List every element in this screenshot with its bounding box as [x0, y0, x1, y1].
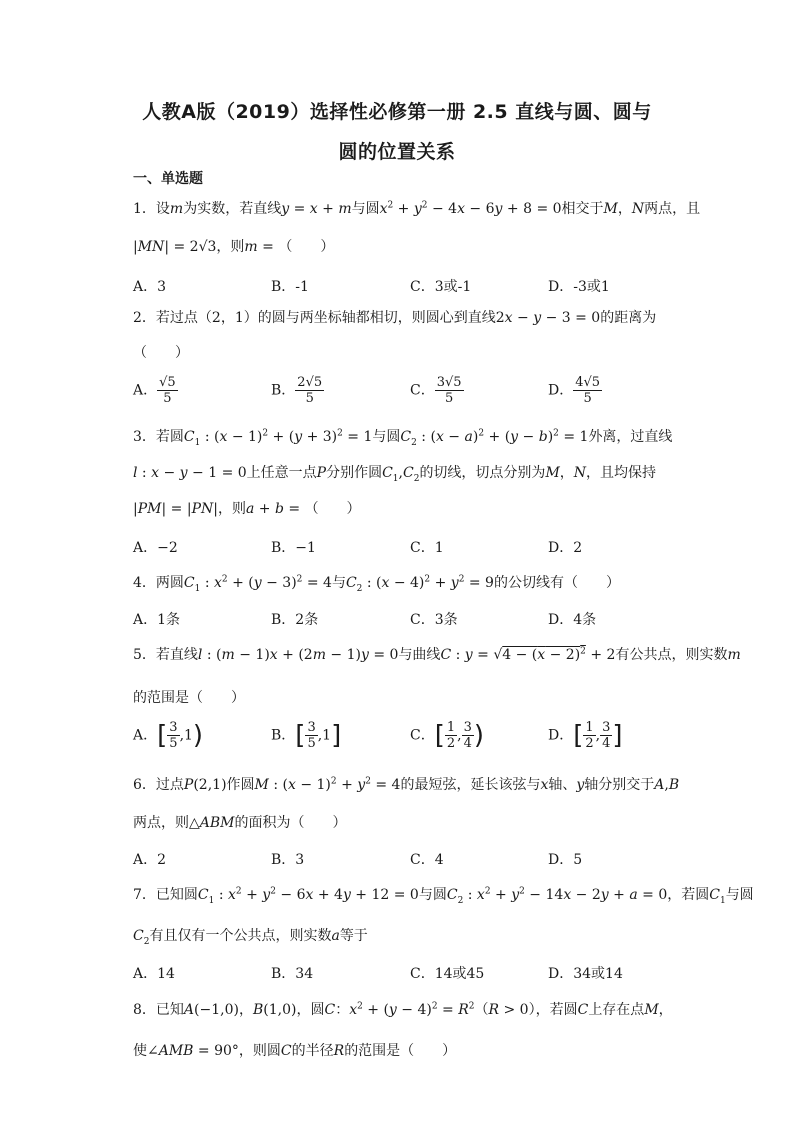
q5-option-a: A．[ $\frac{3}{5}$ ,1): [133, 720, 204, 751]
q3-option-a: A．−2: [133, 540, 178, 556]
q7-option-d: D．34或14: [548, 966, 623, 982]
q4-option-d: D．4条: [548, 612, 597, 628]
q2-line-2: （ ）: [133, 345, 189, 361]
q6-line-2: 两点，则△ABM的面积为（ ）: [133, 815, 347, 831]
q1-option-d: D．-3或1: [548, 279, 610, 295]
q1-line-2: |MN| = 2√3，则m = （ ）: [133, 239, 335, 255]
q5-option-b: B．[ $\frac{3}{5}$ ,1]: [271, 720, 342, 751]
q8-line-1: 8．已知A(−1,0)，B(1,0)，圆C：$x^2 + (y - 4)^2 = R^2(R > 0)$，若圆C上存在点M，: [133, 1001, 673, 1018]
q7-option-c: C．14或45: [410, 966, 485, 982]
q3-line-3: |PM| = |PN|，则a + b = （ ）: [133, 501, 361, 517]
q5-option-c: C．[ $\frac{1}{2}$ , $\frac{3}{4}$ ): [410, 720, 485, 751]
q8-line-2: 使∠AMB = 90°，则圆C的半径R的范围是（ ）: [133, 1043, 457, 1059]
q6-option-a: A．2: [133, 852, 167, 868]
q5-line-2: 的范围是（ ）: [133, 690, 245, 706]
q7-line-1: 7．已知圆$C_1$ : $x^2 + y^2 - 6x + 4y + 12 = 0$与圆$C_2$ : $x^2 + y^2 - 14x - 2y + a = 0$，若圆$C_1$与圆: [133, 886, 754, 906]
q1-option-a: A．3: [133, 279, 167, 295]
q7-option-a: A．14: [133, 966, 175, 982]
q6-option-c: C．4: [410, 852, 444, 868]
q4-option-b: B．2条: [271, 612, 319, 628]
q5-line-1: 5．若直线l : (m − 1)x + (2m − 1)y = 0与曲线C : $y = √4 - (x - 2)^2 + 2$有公共点，则实数m: [133, 646, 741, 663]
q6-line-1: 6．过点P(2,1)作圆M : $(x - 1)^2 + y^2 = 4$的最短弦，延长该弦与x轴、y轴分别交于A,B: [133, 776, 680, 793]
title-line-1: 人教A版（2019）选择性必修第一册 2.5 直线与圆、圆与: [142, 101, 652, 123]
q6-option-d: D．5: [548, 852, 583, 868]
q3-option-b: B．−1: [271, 540, 316, 556]
q4-line-1: 4．两圆$C_1$ : $x^2 + (y - 3)^2 = 4$与$C_2$ : $(x - 4)^2 + y^2 = 9$的公切线有（ ）: [133, 574, 620, 594]
q1-option-b: B．-1: [271, 279, 309, 295]
section-heading: 一、单选题: [133, 171, 203, 187]
q3-line-1: 3．若圆$C_1$ : $(x - 1)^2 + (y + 3)^2 = 1$与圆$C_2$ : $(x - a)^2 + (y - b)^2 = 1$外离，过直线: [133, 428, 673, 448]
q2-option-b: B． $\frac{2√5}{5}$: [271, 375, 323, 406]
q3-line-2: l : x − y − 1 = 0上任意一点P分别作圆$C_1,C_2$的切线，切点分别为M，N，且均保持: [133, 465, 657, 484]
q7-option-b: B．34: [271, 966, 314, 982]
q1-option-c: C．3或-1: [410, 279, 472, 295]
q7-line-2: $C_2$有且仅有一个公共点，则实数a等于: [133, 928, 368, 947]
q2-option-c: C． $\frac{3√5}{5}$: [410, 375, 462, 406]
q3-option-c: C．1: [410, 540, 444, 556]
q2-line-1: 2．若过点（2，1）的圆与两坐标轴都相切，则圆心到直线2x − y − 3 = 0的距离为: [133, 310, 657, 326]
q4-option-a: A．1条: [133, 612, 181, 628]
q2-option-a: A． $\frac{√5}{5}$: [133, 375, 176, 406]
q6-option-b: B．3: [271, 852, 305, 868]
q1-line-1: 1．设m为实数，若直线y = x + m与圆$x^2 + y^2 - 4x - 6y + 8 = 0$相交于M，N两点，且: [133, 200, 701, 217]
q2-option-d: D． $\frac{4√5}{5}$: [548, 375, 601, 406]
q3-option-d: D．2: [548, 540, 583, 556]
q4-option-c: C．3条: [410, 612, 458, 628]
title-line-2: 圆的位置关系: [338, 141, 456, 163]
q5-option-d: D．[ $\frac{1}{2}$ , $\frac{3}{4}$ ]: [548, 720, 623, 751]
